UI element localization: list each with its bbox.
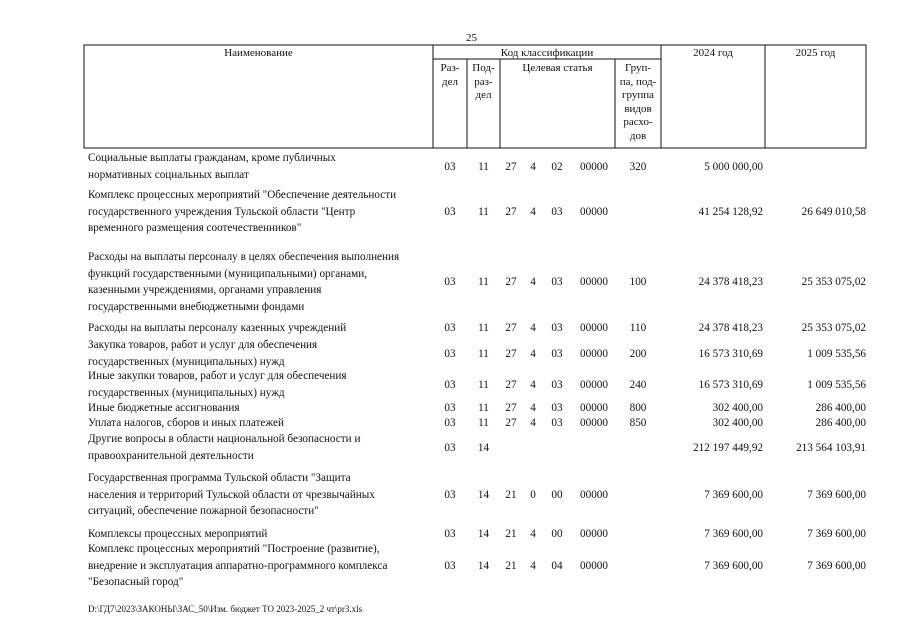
cell-amount-2025: 1 009 535,56: [807, 378, 866, 391]
cell-name: Иные закупки товаров, работ и услуг для обеспечения государственных (муниципальных) нужд: [88, 370, 347, 399]
cell-target-direction: 00000: [580, 402, 608, 414]
table-row: [0, 526, 905, 542]
cell-razdel: 03: [444, 441, 456, 454]
header-expense-group: Груп- па, под- группа видов расхо- дов: [619, 62, 657, 142]
cell-razdel: 03: [444, 276, 456, 288]
cell-amount-2025: 25 353 075,02: [801, 322, 866, 334]
cell-name: Комплекс процессных мероприятий "Обеспечение деятельности государственного учреждения Тульской области "Центр временного размещения соотечественников": [88, 189, 397, 234]
cell-target-subprogram: 00: [551, 528, 563, 540]
table-row: [0, 337, 905, 370]
cell-name: Другие вопросы в области национальной безопасности и правоохранительной деятельности: [88, 433, 361, 462]
table-row: [0, 249, 905, 315]
cell-podrazdel: 11: [478, 276, 489, 288]
cell-target-program: 27: [505, 322, 517, 334]
cell-name: Расходы на выплаты персоналу в целях обеспечения выполнения функций государственными (муниципальными) органами, казенными учреждениями, органами управления государственными внебюджетными фондами: [88, 251, 400, 313]
cell-amount-2025: 286 400,00: [815, 402, 866, 414]
cell-amount-2024: 16 573 310,69: [698, 347, 763, 360]
cell-expense-group: 100: [629, 276, 647, 288]
table-row: [0, 320, 905, 336]
cell-target-direction: 00000: [580, 276, 608, 288]
cell-expense-group: 200: [629, 347, 647, 360]
cell-target-program: 21: [505, 528, 517, 540]
cell-target-type: 4: [530, 206, 536, 218]
cell-expense-group: [615, 526, 661, 542]
cell-target-type: 0: [530, 489, 536, 501]
header-year-2025: 2025 год: [795, 47, 836, 59]
cell-target-direction: 00000: [580, 528, 608, 540]
cell-amount-2025: [765, 150, 866, 183]
cell-expense-group: 320: [629, 160, 647, 173]
table-row: [0, 470, 905, 520]
header-year-2024: 2024 год: [693, 47, 733, 59]
cell-amount-2025: 25 353 075,02: [801, 276, 866, 288]
cell-target-type: 4: [530, 322, 536, 334]
cell-target-program: [500, 431, 522, 464]
cell-name: Уплата налогов, сборов и иных платежей: [88, 417, 284, 429]
cell-amount-2025: 7 369 600,00: [807, 489, 866, 501]
cell-razdel: 03: [444, 160, 456, 173]
cell-name: Комплекс процессных мероприятий "Построение (развитие), внедрение и эксплуатация аппаратно-программного комплекса "Безопасный город": [88, 543, 388, 588]
cell-expense-group: 240: [629, 378, 647, 391]
table-row: [0, 400, 905, 416]
cell-expense-group: 800: [629, 402, 647, 414]
cell-target-program: 27: [505, 347, 517, 360]
cell-razdel: 03: [444, 322, 456, 334]
cell-amount-2024: 41 254 128,92: [698, 206, 763, 218]
cell-razdel: 03: [444, 402, 456, 414]
cell-target-direction: 00000: [580, 206, 608, 218]
cell-target-program: 27: [505, 160, 517, 173]
cell-target-direction: 00000: [580, 347, 608, 360]
cell-podrazdel: 11: [478, 417, 489, 429]
cell-target-type: 4: [530, 528, 536, 540]
cell-podrazdel: 11: [478, 347, 489, 360]
cell-amount-2025: 286 400,00: [815, 417, 866, 429]
cell-target-program: 27: [505, 378, 517, 391]
cell-podrazdel: 11: [478, 206, 489, 218]
page-number: 25: [466, 32, 477, 44]
header-podrazdel: Под- раз- дел: [472, 62, 495, 101]
cell-target-subprogram: 03: [551, 206, 563, 218]
cell-amount-2025: 1 009 535,56: [807, 347, 866, 360]
header-code: Код классификации: [500, 47, 594, 59]
cell-target-subprogram: [545, 431, 569, 464]
cell-podrazdel: 14: [477, 441, 490, 454]
cell-amount-2025: 7 369 600,00: [807, 528, 866, 540]
cell-amount-2024: 24 378 418,23: [698, 322, 763, 334]
cell-name: Государственная программа Тульской области "Защита населения и территорий Тульской области от чрезвычайных ситуаций, обеспечение пожарной безопасности": [88, 472, 375, 517]
cell-target-type: 4: [530, 378, 536, 391]
cell-target-subprogram: 03: [551, 322, 563, 334]
cell-target-subprogram: 03: [551, 378, 563, 391]
cell-target-program: 27: [505, 402, 517, 414]
cell-target-program: 27: [505, 206, 517, 218]
table-row: [0, 431, 905, 464]
table-row: [0, 415, 905, 431]
cell-amount-2024: 16 573 310,69: [698, 378, 763, 391]
cell-target-subprogram: 04: [551, 560, 563, 572]
cell-target-type: 4: [530, 417, 536, 429]
cell-podrazdel: 14: [477, 489, 490, 501]
cell-name: Социальные выплаты гражданам, кроме публичных нормативных социальных выплат: [88, 152, 336, 181]
cell-amount-2024: 7 369 600,00: [704, 560, 763, 572]
cell-razdel: 03: [444, 560, 456, 572]
cell-target-direction: 00000: [580, 322, 608, 334]
cell-razdel: 03: [444, 206, 456, 218]
cell-expense-group: 110: [629, 322, 647, 334]
cell-name: Иные бюджетные ассигнования: [88, 402, 240, 414]
cell-podrazdel: 14: [477, 560, 490, 572]
cell-target-subprogram: 02: [551, 160, 563, 173]
table-row: [0, 541, 905, 591]
cell-podrazdel: 11: [478, 160, 489, 173]
cell-target-program: 21: [505, 489, 517, 501]
cell-podrazdel: 11: [478, 322, 489, 334]
cell-target-type: 4: [530, 402, 536, 414]
cell-name: Комплексы процессных мероприятий: [88, 528, 268, 540]
cell-target-direction: 00000: [580, 378, 608, 391]
cell-target-subprogram: 03: [551, 417, 563, 429]
cell-target-direction: 00000: [580, 417, 608, 429]
cell-amount-2024: 7 369 600,00: [704, 528, 763, 540]
cell-target-type: [524, 431, 542, 464]
cell-target-subprogram: 03: [551, 276, 563, 288]
cell-target-type: 4: [530, 347, 536, 360]
cell-target-direction: 00000: [580, 560, 608, 572]
cell-amount-2024: 5 000 000,00: [704, 160, 763, 173]
cell-expense-group: [615, 470, 661, 520]
table-row: [0, 368, 905, 401]
cell-target-type: 4: [530, 276, 536, 288]
cell-target-direction: 00000: [580, 160, 608, 173]
cell-razdel: 03: [444, 528, 456, 540]
cell-target-program: 27: [505, 276, 517, 288]
cell-target-subprogram: 00: [551, 489, 563, 501]
cell-amount-2025: 213 564 103,91: [796, 441, 866, 454]
cell-amount-2024: 302 400,00: [712, 417, 763, 429]
cell-podrazdel: 11: [478, 402, 489, 414]
cell-razdel: 03: [444, 489, 456, 501]
cell-name: Расходы на выплаты персоналу казенных учреждений: [88, 322, 347, 334]
cell-target-subprogram: 03: [551, 347, 563, 360]
cell-expense-group: [615, 431, 661, 464]
cell-target-type: 4: [530, 560, 536, 572]
cell-expense-group: [615, 187, 661, 237]
cell-expense-group: [615, 541, 661, 591]
table-row: [0, 150, 905, 183]
cell-amount-2025: 7 369 600,00: [807, 560, 866, 572]
cell-amount-2024: 24 378 418,23: [698, 276, 763, 288]
cell-expense-group: 850: [629, 417, 647, 429]
cell-target-direction: [573, 431, 615, 464]
cell-podrazdel: 14: [477, 528, 490, 540]
cell-amount-2024: 302 400,00: [712, 402, 763, 414]
cell-target-subprogram: 03: [551, 402, 563, 414]
cell-amount-2024: 7 369 600,00: [704, 489, 763, 501]
cell-amount-2025: 26 649 010,58: [801, 206, 866, 218]
cell-name: Закупка товаров, работ и услуг для обеспечения государственных (муниципальных) нужд: [88, 339, 318, 368]
cell-target-program: 27: [505, 417, 517, 429]
cell-target-type: 4: [530, 160, 536, 173]
cell-razdel: 03: [444, 347, 456, 360]
cell-razdel: 03: [444, 378, 456, 391]
table-row: [0, 187, 905, 237]
header-target-article: Целевая статья: [522, 62, 593, 74]
cell-target-program: 21: [505, 560, 517, 572]
cell-razdel: 03: [444, 417, 456, 429]
cell-podrazdel: 11: [478, 378, 489, 391]
cell-amount-2024: 212 197 449,92: [693, 441, 763, 454]
cell-target-direction: 00000: [580, 489, 608, 501]
file-path-footer: D:\ГД7\2023\ЗАКОНЫ\ЗАС_50\Изм. бюджет ТО 2023-2025_2 чт\pr3.xls: [88, 604, 363, 614]
header-razdel: Раз- дел: [440, 62, 460, 88]
header-name: Наименование: [224, 47, 293, 59]
